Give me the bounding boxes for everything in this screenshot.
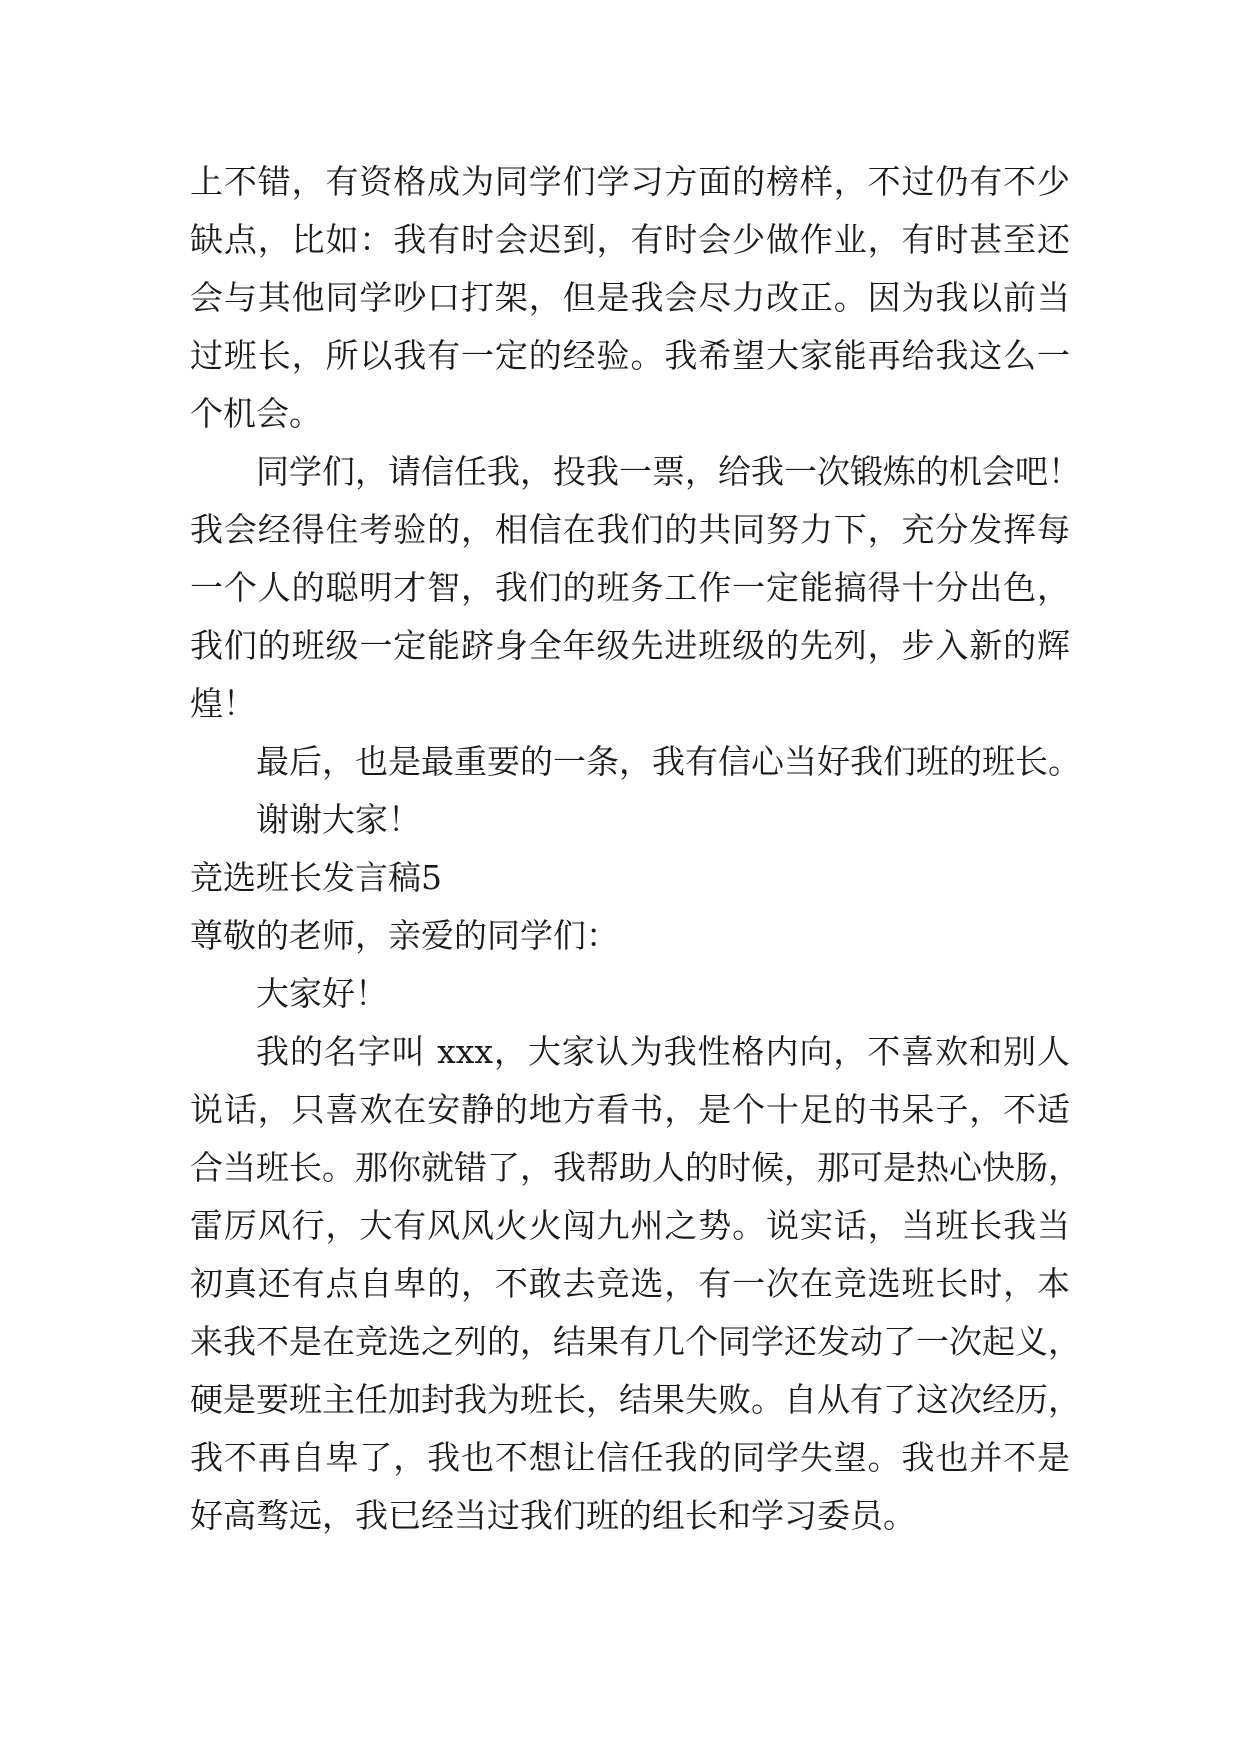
text-line: 我会经得住考验的，相信在我们的共同努力下，充分发挥每 [190,510,1070,549]
text-line: 我们的班级一定能跻身全年级先进班级的先列，步入新的辉 [190,626,1070,665]
salutation-line: 尊敬的老师，亲爱的同学们： [190,916,619,955]
text-line: 我不再自卑了，我也不想让信任我的同学失望。我也并不是 [190,1438,1070,1477]
text-line: 会与其他同学吵口打架，但是我会尽力改正。因为我以前当 [190,278,1070,317]
closing-line: 谢谢大家！ [256,800,421,839]
text-line: 过班长，所以我有一定的经验。我希望大家能再给我这么一 [190,336,1070,375]
paragraph-start-line: 最后，也是最重要的一条，我有信心当好我们班的班长。 [256,742,1081,781]
text-line: 来我不是在竞选之列的，结果有几个同学还发动了一次起义， [190,1322,1081,1361]
paragraph-start-line: 同学们，请信任我，投我一票，给我一次锻炼的机会吧！ [256,452,1081,491]
text-line: 好高骛远，我已经当过我们班的组长和学习委员。 [190,1496,916,1535]
text-line: 硬是要班主任加封我为班长，结果失败。自从有了这次经历， [190,1380,1081,1419]
paragraph-start-line: 我的名字叫 xxx，大家认为我性格内向，不喜欢和别人 [256,1032,1070,1071]
greeting-line: 大家好！ [256,974,388,1013]
text-line: 说话，只喜欢在安静的地方看书，是个十足的书呆子，不适 [190,1090,1070,1129]
text-line: 雷厉风行，大有风风火火闯九州之势。说实话，当班长我当 [190,1206,1070,1245]
text-line: 个机会。 [190,394,322,433]
text-line: 一个人的聪明才智，我们的班务工作一定能搞得十分出色， [190,568,1070,607]
text-line: 煌！ [190,684,256,723]
text-line: 合当班长。那你就错了，我帮助人的时候，那可是热心快肠， [190,1148,1081,1187]
text-line: 上不错，有资格成为同学们学习方面的榜样，不过仍有不少 [190,162,1070,201]
text-line: 初真还有点自卑的，不敢去竞选，有一次在竞选班长时，本 [190,1264,1070,1303]
section-heading: 竞选班长发言稿5 [190,858,442,897]
text-line: 缺点，比如：我有时会迟到，有时会少做作业，有时甚至还 [190,220,1070,259]
